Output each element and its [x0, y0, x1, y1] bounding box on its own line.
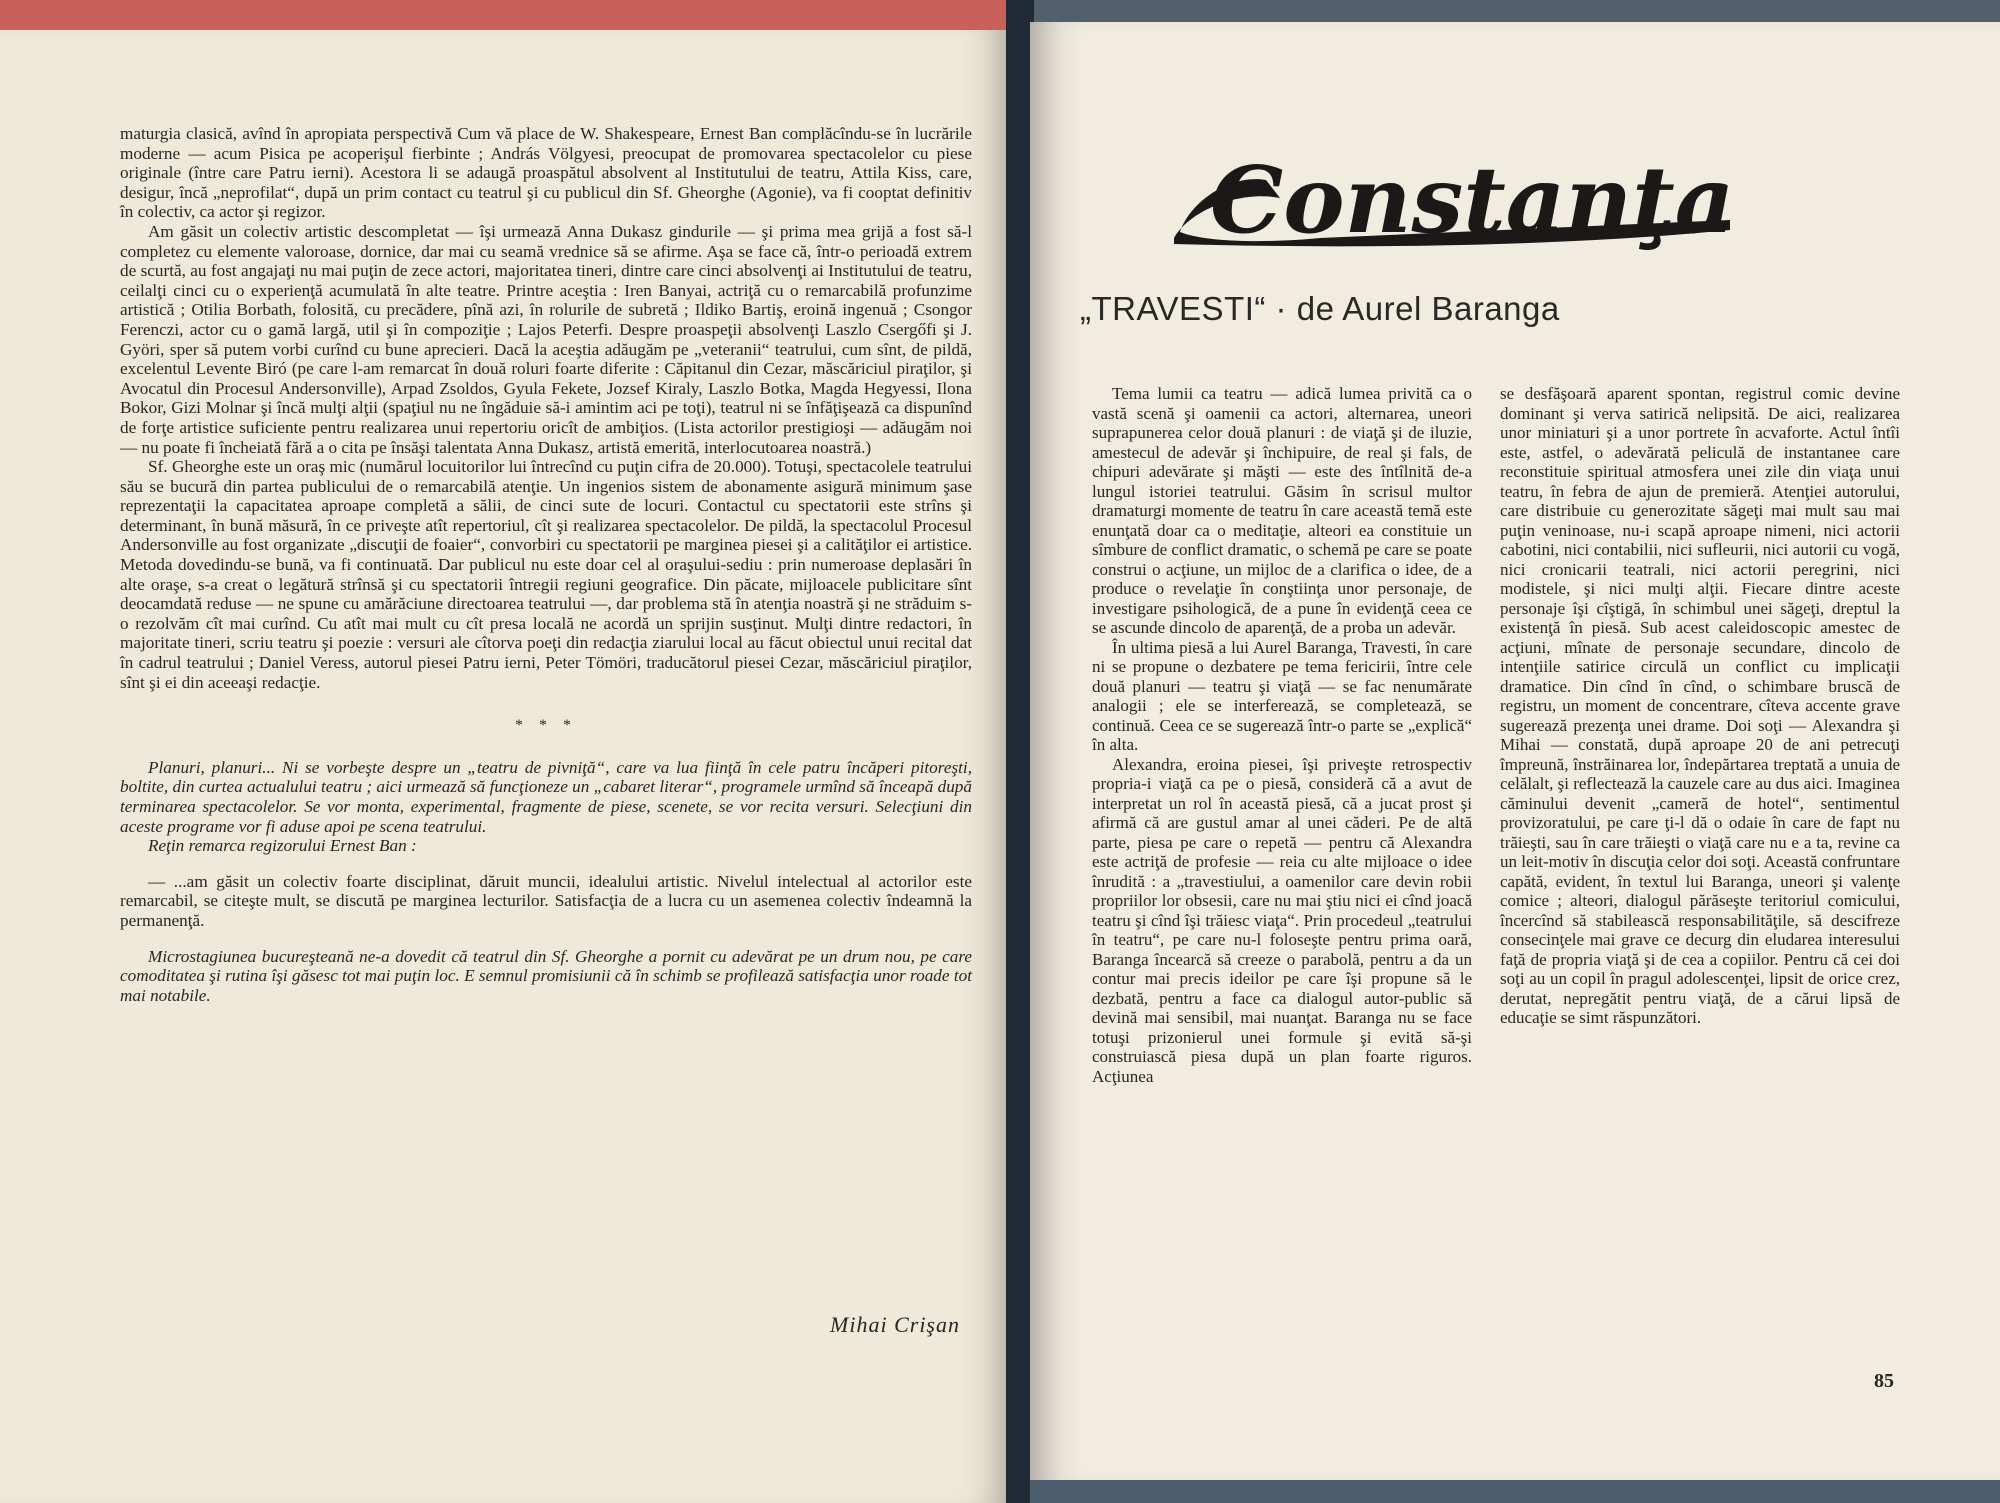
quote-paragraph: — ...am găsit un colectiv foarte disciplinat, dăruit muncii, idealului artistic. Nivelul intelectual al actorilor este remarcabil, se citeşte mult, se discută pe marginea lecturilor. Satisfacţia de a lucra cu un asemenea colectiv îndeamnă la permanenţă. — [120, 871, 972, 930]
paragraph: Alexandra, eroina piesei, îşi priveşte retrospectiv propria-i viaţă ca pe o piesă, consideră că a avut de interpretat un rol în această piesă, că a jucat prost şi afirmă că are gustul amar al unei căderi. Pe de altă parte, piesa pe care o repetă — pentru că Alexandra este actriţă de profesie — reia cu alte mijloace o idee înrudită : a „travestiului, a oamenilor care devin robii propriilor lor obsesii, care nu mai ştiu nici ei cînd joacă teatru şi cînd îşi trăiesc viaţa“. Prin procedeul „teatrului în teatru“, pe care nu-l foloseşte pentru prima oară, Baranga încearcă să creeze o parabolă, pentru a da un contur mai precis ideilor pe care îşi propune să le dezbată, pentru a face ca dialogul autor-public să devină mai sensibil, mai nuanţat. Baranga nu se face totuşi prizonierul unei formule şi evită să-şi construiască piesa după un plan foarte riguros. Acţiunea — [1092, 754, 1472, 1086]
right-page — [1030, 22, 2000, 1482]
script-logo — [1170, 120, 1750, 260]
cover-edge-left — [0, 0, 1006, 30]
italic-paragraph: Reţin remarca regizorului Ernest Ban : — [148, 836, 417, 856]
logo-text: Constanţa — [1210, 146, 1735, 254]
city-title-logo — [1170, 120, 1750, 260]
italic-paragraph: Microstagiunea bucureşteană ne-a dovedit că teatrul din Sf. Gheorghe a pornit cu adevărat pe un drum nou, pe care comoditatea şi rutina îşi găsesc tot mai puţin loc. E semnul promisiunii că în schimb se profilează satisfacţia unor roade tot mai notabile. — [120, 946, 972, 1005]
article-column-1 — [1092, 384, 1472, 1086]
section-separator: * * * — [515, 717, 577, 735]
left-article-body — [120, 124, 972, 1005]
cover-edge-right — [1034, 0, 2000, 22]
page-number: 85 — [1874, 1370, 1894, 1392]
paragraph: Tema lumii ca teatru — adică lumea privită ca o vastă scenă şi oamenii ca actori, alternarea, uneori suprapunerea celor două planuri : de viaţă şi de iluzie, amestecul de adevăr şi închipuire, de real şi fals, de chipuri adevărate şi măşti — este des întîlnită de-a lungul istoriei teatrului. Găsim în scrisul multor dramaturgi momente de teatru în care această temă este enunţată doar ca o meditaţie, alteori ea constituie un sîmbure de conflict dramatic, o schemă pe care se poate construi o acţiune, un mijloc de a clarifica o idee, de a produce o revelaţie în conştiinţa unor personaje, de investigare psihologică, de a pune în evidenţă ceea ce se ascunde dincolo de aparenţă, de a proba un adevăr. — [1092, 384, 1472, 637]
article-column-2 — [1500, 384, 1900, 1028]
italic-paragraph: Planuri, planuri... Ni se vorbeşte despre un „teatru de pivniţă“, care va lua fiinţă în cele patru încăperi pitoreşti, boltite, din curtea actualului teatru ; aici urmează să funcţioneze un „cabaret literar“, programele urmînd să înceapă după terminarea spectacolelor. Se vor monta, experimental, fragmente de piese, scenete, se vor recita versuri. Selecţiuni din aceste programe vor fi aduse apoi pe scena teatrului. — [120, 757, 972, 836]
article-headline: „TRAVESTI“ · de Aurel Baranga — [1080, 290, 1560, 327]
left-page — [0, 30, 1012, 1503]
cover-edge-bottom — [1030, 1480, 2000, 1503]
paragraph: se desfăşoară aparent spontan, registrul comic devine dominant şi verva satirică nelipsită. De aici, realizarea unor miniaturi şi a unor portrete în acvaforte. Actul întîi este, astfel, o adevărată peliculă de instantanee care reconstituie spiritual atmosfera unei zile din viaţa unui teatru, în febra de ajun de premieră. Atenţiei autorului, care distribuie cu generozitate săgeţi mai mult sau mai puţin veninoase, nu-i scapă aproape nimeni, nici actorii cabotini, nici contabilii, nici sufleurii, nici autorii cu vogă, nici cronicarii teatrali, nici actorii peregrini, nici modistele, şi nici mulţi alţii. Fiecare dintre aceste personaje îşi cîştigă, în schimbul unei săgeţi, dreptul la existenţă în piesă. Sub acest caleidoscopic amestec de acţiuni, mînate de personaje secundare, dincolo de intenţiile satirice circulă un conflict cu implicaţii dramatice. Din cînd în cînd, o schimbare bruscă de registru, un moment de concentrare, cîteva accente grave sugerează prezenţa unei drame. Doi soţi — Alexandra şi Mihai — constată, după aproape 20 de ani petrecuţi împreună, înstrăinarea lor, îndepărtarea treptată a unuia de celălalt, şi reflectează la cauzele care au dus aici. Imaginea căminului devenit „cameră de hotel“, sentimentul provizoratului, pe care ţi-l dă o odaie în care de fapt nu trăieşti, sau în care trăieşti o viaţă care nu e a ta, revine ca un leit-motiv în discuţia celor doi soţi. Această confruntare capătă, evident, în textul lui Baranga, uneori şi valenţe comice ; alteori, dialogul părăseşte teritoriul comicului, încercînd să stabilească responsabilităţile, să descifreze consecinţele mai grave ce decurg din eludarea interesului faţă de propria viaţă şi de cea a copiilor. Pentru că cei doi soţi au un copil în pragul adolescenţei, lipsit de orice crez, derutat, nepregătit pentru viaţă, de a cărui lipsă de educaţie se simt răspunzători. — [1500, 384, 1900, 1027]
author-signature: Mihai Crişan — [830, 1312, 960, 1337]
paragraph: Sf. Gheorghe este un oraş mic (numărul locuitorilor lui întrecînd cu puţin cifra de 20.000). Totuşi, spectacolele teatrului său se bucură din partea publicului de o remarcabilă atenţie. Un ingenios sistem de abonamente asigură minimum şase reprezentaţii la capacitatea aproape completă a sălii, de cinci sute de locuri. Contactul cu spectatorii este strîns şi determinant, în bună măsură, în ce priveşte atît repertoriul, cît şi realizarea spectacolelor. De pildă, la spectacolul Procesul Andersonville au fost organizate „discuţii de foaier“, convorbiri cu spectatorii pe marginea piesei şi a calităţilor ei artistice. Metoda dovedindu-se bună, va fi continuată. Dar publicul nu este doar cel al oraşului-sediu : prin numeroase deplasări în alte oraşe, s-a creat o legătură strînsă şi cu spectatorii întregii regiuni geografice. Din păcate, mijloacele publicitare sînt deocamdată reduse — ne spune cu amărăciune directoarea teatrului —, dar problema stă în atenţia noastră şi ne străduim s-o rezolvăm cît mai curînd. Cu atît mai mult cu cît presa locală ne acordă un sprijin susţinut. Mulţi dintre redactori, în majoritate tineri, scriu teatru şi poezie : versuri ale cîtorva poeţi din redacţia ziarului local au făcut obiectul unui recital dat în cadrul teatrului ; Daniel Veress, autorul piesei Patru ierni, Peter Tömöri, traducătorul piesei Cezar, măscăriciul piraţilor, sînt şi ei din aceeaşi redacţie. — [120, 457, 972, 692]
paragraph: În ultima piesă a lui Aurel Baranga, Travesti, în care ni se propune o dezbatere pe tema fericirii, între cele două planuri — teatru şi viaţă — se fac nenumărate analogii ; ele se interferează, se completează, se continuă. Ceea ce se sugerează într-o parte se „explică“ în alta. — [1092, 637, 1472, 754]
paragraph: maturgia clasică, avînd în apropiata perspectivă Cum vă place de W. Shakespeare, Ernest Ban complăcîndu-se în lucrările moderne — acum Pisica pe acoperişul fierbinte ; András Völgyesi, preocupat de promovarea spectacolelor cu piese originale (între care Patru ierni). Acestora li se adaugă proaspătul absolvent al Institutului de teatru, Attila Kiss, care, desigur, încă „neprofilat“, după un prim contact cu teatrul şi cu publicul din Sf. Gheorghe (Agonie), va fi cooptat definitiv în colectiv, ca actor şi regizor. — [120, 124, 972, 222]
paragraph: Am găsit un colectiv artistic descompletat — îşi urmează Anna Dukasz gindurile — şi prima mea grijă a fost să-l completez cu elemente valoroase, dornice, dar mai cu seamă vrednice să se afirme. Aşa se face că, într-o perioadă extrem de scurtă, au fost angajaţi nu mai puţin de zece actori, majoritatea tineri, dintre care cinci absolvenţi ai Institutului de teatru, ceilalţi cinci cu o experienţă acumulată în alte teatre. Printre aceştia : Iren Banyai, actriţă cu o remarcabilă profunzime artistică ; Otilia Borbath, folosită, cu precădere, pînă azi, în rolurile de subretă ; Ildiko Bartiş, eroină ingenuă ; Csongor Ferenczi, actor cu o gamă largă, util şi în compoziţie ; Lajos Peterfi. Despre proaspeţii absolvenţi Laszlo Csergőfi şi J. Györi, sper să putem vorbi curînd cu bune aprecieri. Dacă la aceştia adăugăm pe „veteranii“ teatrului, cum sînt, de pildă, excelentul Levente Biró (pe care l-am remarcat în două roluri foarte diferite : Căpitanul din Cezar, măscăriciul piraţilor, şi Avocatul din Procesul Andersonville), Arpad Zsoldos, Gyula Fekete, Jozsef Kiraly, Laszlo Botka, Magda Hegyessi, Ilona Bokor, Gizi Molnar şi încă mulţi alţii (spaţiul nu ne îngăduie să-i amintim aci pe toţi), teatrul ni se înfăţişează ca dispunînd de forţe artistice suficiente pentru realizarea unui repertoriu oricît de ambiţios. (Lista actorilor prestigioşi — adăugăm noi — nu poate fi încheiată fără a o cita pe însăşi talentata Anna Dukasz, artistă emerită, interlocutoarea noastră.) — [120, 221, 972, 457]
